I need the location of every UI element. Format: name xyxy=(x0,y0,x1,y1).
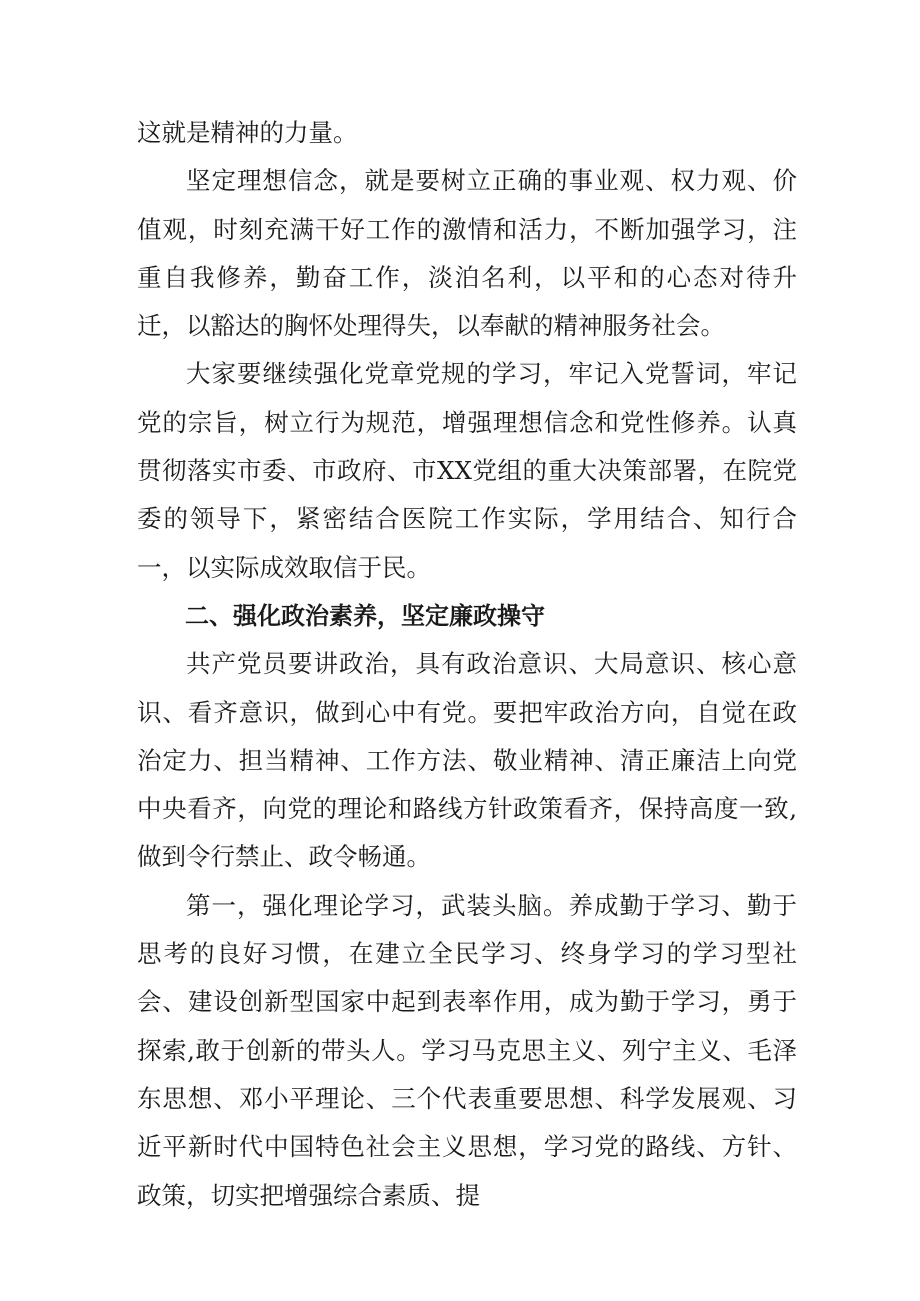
paragraph-theory-study: 第一，强化理论学习，武装头脑。养成勤于学习、勤于思考的良好习惯，在建立全民学习、终身学习的学习型社会、建设创新型国家中起到表率作用，成为勤于学习，勇于探索,敢于创新的带头人。学习马克思主义、列宁主义、毛泽东思想、邓小平理论、三个代表重要思想、科学发展观、习近平新时代中国特色社会主义思想，学习党的路线、方针、政策，切实把增强综合素质、提 xyxy=(137,890,797,1210)
document-body xyxy=(137,109,797,1220)
paragraph-party-rules: 大家要继续强化党章党规的学习，牢记入党誓词，牢记党的宗旨，树立行为规范，增强理想信念和党性修养。认真贯彻落实市委、市政府、市XX党组的重大决策部署，在院党委的领导下，紧密结合医院工作实际，学用结合、知行合一，以实际成效取信于民。 xyxy=(137,359,797,582)
paragraph-continuation: 这就是精神的力量。 xyxy=(137,118,358,147)
section-heading-political-literacy: 二、强化政治素养，坚定廉政操守 xyxy=(185,601,545,630)
paragraph-ideals: 坚定理想信念，就是要树立正确的事业观、权力观、价值观，时刻充满干好工作的激情和活力，不断加强学习，注重自我修养，勤奋工作，淡泊名利，以平和的心态对待升迁，以豁达的胸怀处理得失，以奉献的精神服务社会。 xyxy=(137,166,797,341)
paragraph-politics: 共产党员要讲政治，具有政治意识、大局意识、核心意识、看齐意识，做到心中有党。要把牢政治方向，自觉在政治定力、担当精神、工作方法、敬业精神、清正廉洁上向党中央看齐，向党的理论和路线方针政策看齐，保持高度一致,做到令行禁止、政令畅通。 xyxy=(137,649,797,872)
